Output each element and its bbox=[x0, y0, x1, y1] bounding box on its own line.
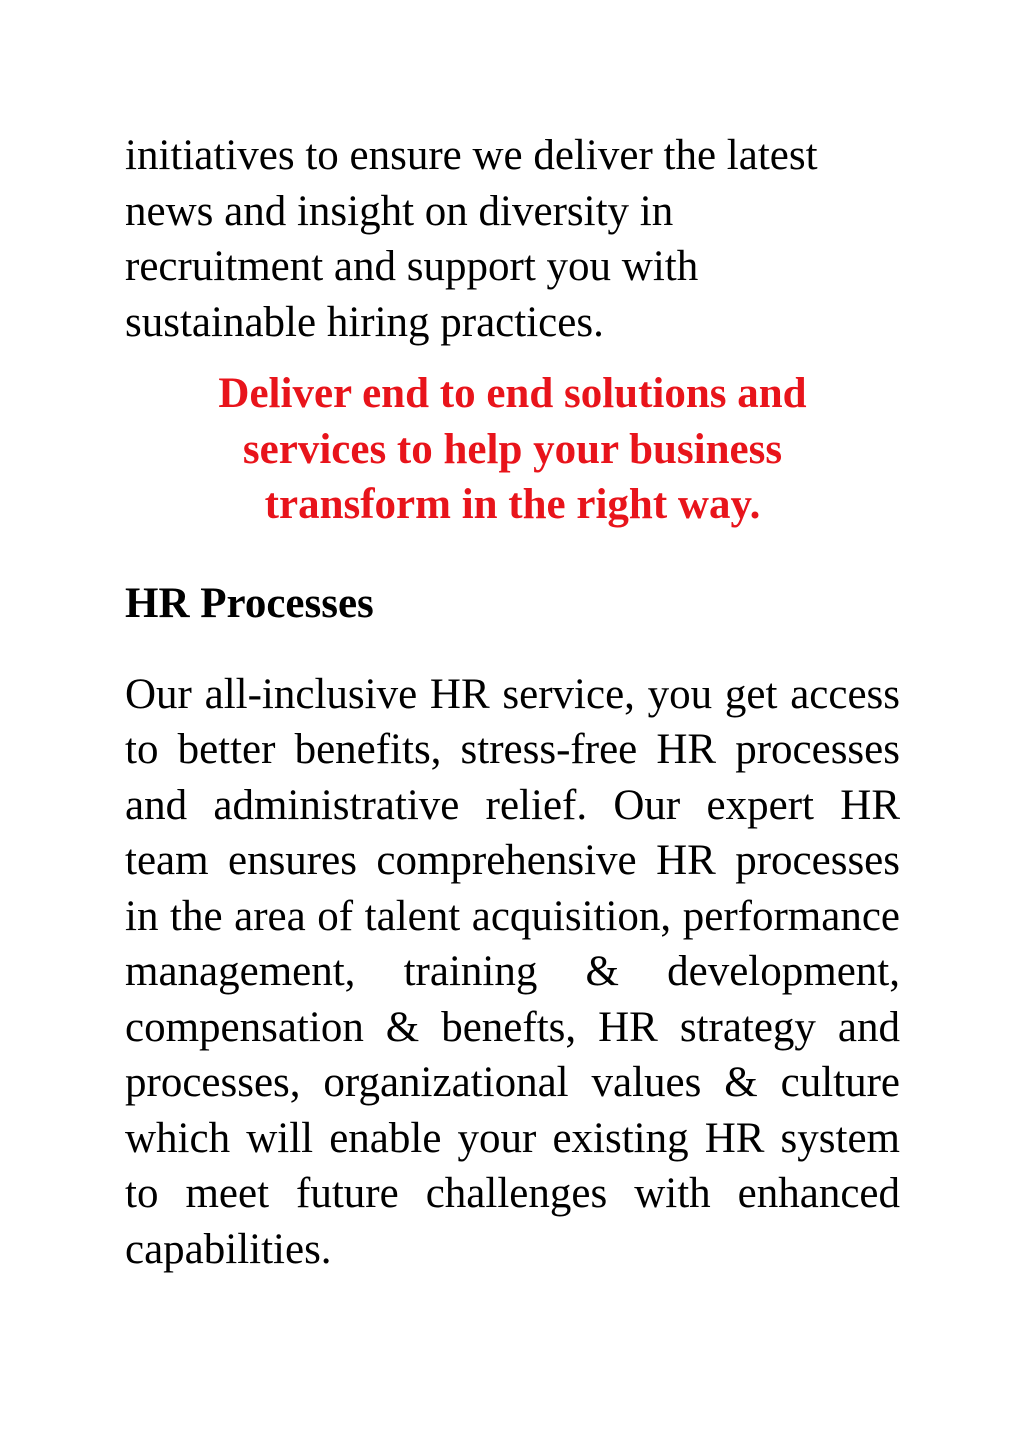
callout-line: Deliver end to end solutions and bbox=[218, 370, 807, 417]
callout-line: services to help your business bbox=[242, 425, 783, 473]
section-heading: HR Processes bbox=[125, 579, 374, 627]
callout-line: transform in the right way. bbox=[264, 481, 761, 528]
document-page bbox=[125, 128, 900, 1277]
intro-line: sustainable hiring practices. bbox=[125, 298, 604, 346]
intro-line: initiatives to ensure we deliver the latest bbox=[125, 132, 818, 179]
intro-line: recruitment and support you with bbox=[125, 243, 699, 290]
callout-statement bbox=[125, 366, 900, 533]
intro-line: news and insight on diversity in bbox=[125, 187, 674, 235]
section-body-paragraph: Our all-inclusive HR service, you get access to better benefits, stress-free HR processes and administrative relief. Our expert HR team ensures comprehensive HR processes in the area of talent acquisition, performance management, training & development, compensation & benefts, HR strategy and processes, organizational values & culture which will enable your existing HR system to meet future challenges with enhanced capabilities. bbox=[125, 670, 900, 1273]
intro-paragraph bbox=[125, 128, 900, 350]
